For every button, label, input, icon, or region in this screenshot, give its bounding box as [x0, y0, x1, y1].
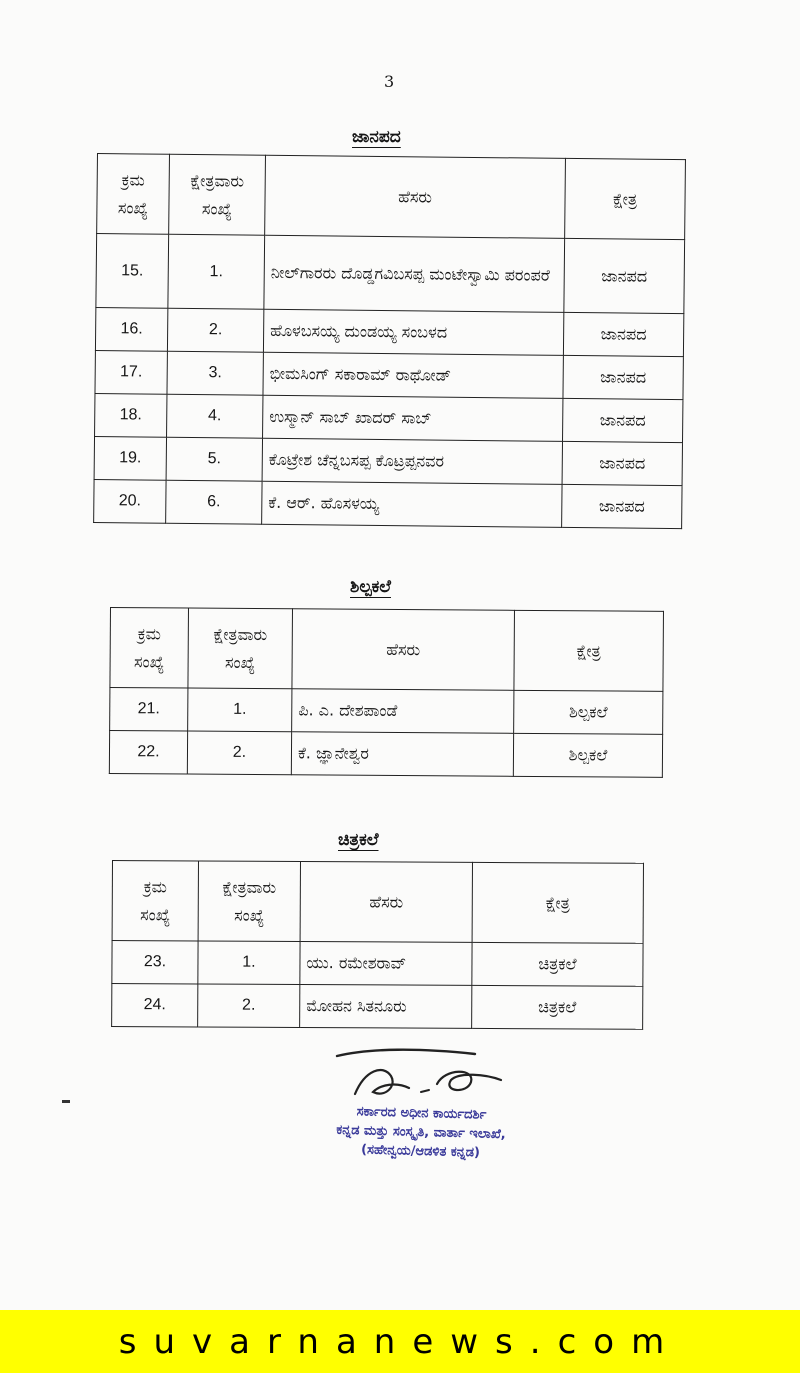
table-row — [110, 688, 663, 735]
name-cell: ಉಸ್ಮಾನ್ ಸಾಬ್ ಖಾದರ್ ಸಾಬ್ — [263, 395, 563, 441]
name-cell: ಕೊಟ್ರೇಶ ಚೆನ್ನಬಸಪ್ಪ ಕೊಟ್ರಪ್ಪನವರ — [262, 438, 562, 484]
serial-cell: 16. — [95, 307, 167, 351]
name-cell: ನೀಲ್‌ಗಾರರು ದೊಡ್ಡಗವಿಬಸಪ್ಪ ಮಂಟೇಸ್ವಾಮಿ ಪರಂಪರೆ — [264, 235, 565, 312]
serial-cell: 22. — [109, 731, 187, 775]
field-cell: ಚಿತ್ರಕಲೆ — [472, 942, 643, 986]
field-number-cell: 4. — [167, 394, 263, 438]
header-field: ಕ್ಷೇತ್ರ — [514, 610, 664, 691]
section-title-shilpakale: ಶಿಲ್ಪಕಲೆ — [350, 577, 391, 597]
field-number-cell: 1. — [198, 941, 300, 985]
table-row — [112, 941, 643, 987]
field-cell: ಜಾನಪದ — [562, 484, 682, 528]
table-row — [109, 731, 662, 778]
field-number-cell: 1. — [188, 688, 292, 732]
name-cell: ಹೊಳಬಸಯ್ಯ ದುಂಡಯ್ಯ ಸಂಬಳದ — [263, 309, 563, 355]
field-number-cell: 3. — [167, 351, 263, 395]
field-number-cell: 2. — [167, 308, 263, 352]
table-row — [112, 984, 643, 1030]
official-stamp — [275, 1101, 566, 1165]
field-number-cell: 5. — [166, 437, 262, 481]
brand-banner — [0, 1310, 800, 1373]
header-field-number: ಕ್ಷೇತ್ರವಾರು ಸಂಖ್ಯೆ — [198, 861, 300, 942]
stamp-line-designation: ಸರ್ಕಾರದ ಅಧೀನ ಕಾರ್ಯದರ್ಶಿ — [356, 1104, 487, 1123]
field-number-cell: 2. — [198, 984, 300, 1028]
table-janapada — [93, 153, 686, 529]
header-field: ಕ್ಷೇತ್ರ — [472, 862, 643, 943]
table-header-row — [110, 608, 664, 692]
table-row — [95, 393, 683, 442]
section-title-chitrakale: ಚಿತ್ರಕಲೆ — [338, 830, 379, 850]
field-cell: ಜಾನಪದ — [563, 312, 683, 356]
field-cell: ಜಾನಪದ — [563, 355, 683, 399]
header-serial: ಕ್ರಮ ಸಂಖ್ಯೆ — [110, 608, 189, 689]
serial-cell: 17. — [95, 350, 167, 394]
scan-mark — [62, 1100, 70, 1103]
field-cell: ಜಾನಪದ — [562, 441, 682, 485]
field-number-cell: 6. — [166, 480, 262, 524]
header-serial: ಕ್ರಮ ಸಂಖ್ಯೆ — [97, 154, 170, 235]
header-field: ಕ್ಷೇತ್ರ — [565, 158, 686, 239]
brand-watermark: suvarnanews.com — [118, 1321, 682, 1362]
serial-cell: 15. — [96, 234, 169, 309]
stamp-line-department: ಕನ್ನಡ ಮತ್ತು ಸಂಸ್ಕೃತಿ, ವಾರ್ತಾ ಇಲಾಖೆ, — [336, 1122, 506, 1143]
name-cell: ಯು. ರಮೇಶರಾವ್ — [300, 941, 472, 985]
header-name: ಹೆಸರು — [292, 609, 515, 691]
serial-cell: 19. — [94, 436, 166, 480]
table-chitrakale — [111, 860, 644, 1030]
table-header-row — [112, 861, 643, 944]
field-cell: ಜಾನಪದ — [564, 238, 685, 313]
name-cell: ಭೀಮಸಿಂಗ್ ಸಕಾರಾಮ್ ರಾಥೋಡ್ — [263, 352, 563, 398]
signature-icon — [325, 1042, 515, 1102]
table-row — [95, 350, 683, 399]
header-serial: ಕ್ರಮ ಸಂಖ್ಯೆ — [112, 861, 198, 941]
section-title-janapada: ಜಾನಪದ — [352, 127, 401, 147]
header-name: ಹೆಸರು — [300, 861, 472, 942]
stamp-line-section: (ಸಹೇನ್ವಯ/ಆಡಳಿತ ಕನ್ನಡ) — [360, 1142, 481, 1161]
field-cell: ಶಿಲ್ಪಕಲೆ — [514, 690, 663, 734]
table-shilpakale — [109, 607, 664, 778]
header-field-number: ಕ್ಷೇತ್ರವಾರು ಸಂಖ್ಯೆ — [169, 154, 266, 235]
header-name: ಹೆಸರು — [265, 155, 566, 238]
serial-cell: 21. — [110, 688, 188, 732]
field-cell: ಜಾನಪದ — [563, 398, 683, 442]
name-cell: ಮೋಹನ ಸಿತನೂರು — [300, 984, 472, 1028]
name-cell: ಕೆ. ಆರ್. ಹೊಸಳಯ್ಯ — [262, 481, 562, 527]
name-cell: ಪಿ. ಎ. ದೇಶಪಾಂಡೆ — [292, 689, 514, 734]
serial-cell: 20. — [94, 479, 166, 523]
field-cell: ಚಿತ್ರಕಲೆ — [472, 985, 643, 1029]
table-row — [96, 234, 685, 314]
serial-cell: 24. — [112, 984, 198, 1027]
name-cell: ಕೆ. ಜ್ಞಾನೇಶ್ವರ — [291, 732, 513, 777]
field-number-cell: 2. — [187, 731, 291, 775]
table-row — [95, 307, 683, 356]
page-number: 3 — [384, 72, 395, 91]
serial-cell: 23. — [112, 941, 198, 984]
table-row — [94, 436, 682, 485]
serial-cell: 18. — [95, 393, 167, 437]
field-cell: ಶಿಲ್ಪಕಲೆ — [513, 733, 662, 777]
table-row — [94, 479, 682, 528]
field-number-cell: 1. — [168, 234, 265, 309]
table-header-row — [97, 154, 686, 240]
header-field-number: ಕ್ಷೇತ್ರವಾರು ಸಂಖ್ಯೆ — [188, 608, 293, 689]
